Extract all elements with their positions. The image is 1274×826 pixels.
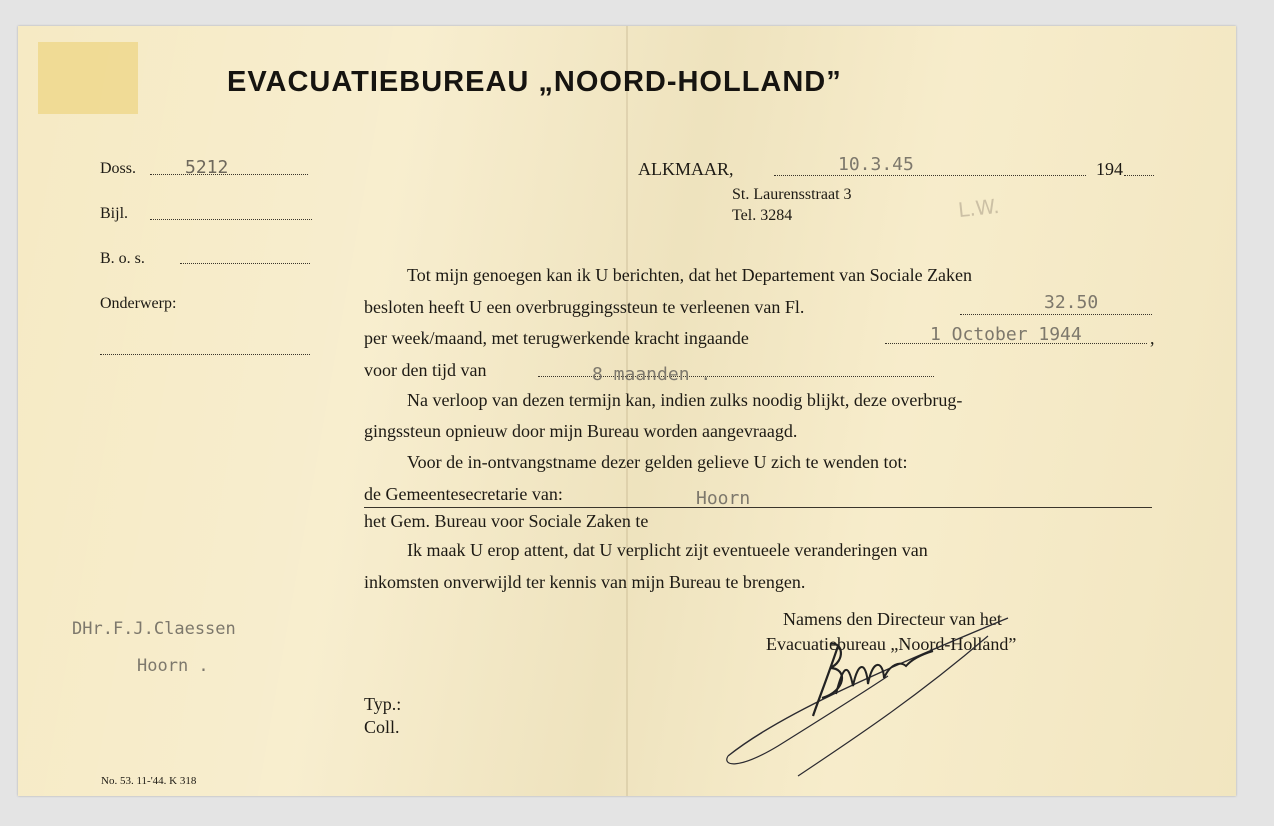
bos-line xyxy=(180,263,310,264)
bos-label: B. o. s. xyxy=(100,250,145,267)
onderwerp-label: Onderwerp: xyxy=(100,295,177,312)
typ-label: Typ.: xyxy=(364,694,402,714)
p3-line3: het Gem. Bureau voor Sociale Zaken te xyxy=(364,511,649,531)
paper-fold xyxy=(626,26,628,796)
comma: , xyxy=(1150,328,1155,348)
coll-label: Coll. xyxy=(364,717,400,737)
closing-line1: Namens den Directeur van het xyxy=(783,609,1002,629)
p2-line2: gingssteun opnieuw door mijn Bureau worden aangevraagd. xyxy=(364,421,798,441)
p1-line2: besloten heeft U een overbruggingssteun te verleenen van Fl. xyxy=(364,297,805,317)
bijl-line xyxy=(150,219,312,220)
amount-line xyxy=(960,314,1152,315)
duration-value: 8 maanden . xyxy=(592,364,712,385)
municipality-value: Hoorn xyxy=(696,488,751,509)
year-line xyxy=(1124,175,1154,176)
city-label: ALKMAAR, xyxy=(638,159,734,179)
p1-line4: voor den tijd van xyxy=(364,360,487,380)
doss-label: Doss. xyxy=(100,160,137,177)
bijl-label: Bijl. xyxy=(100,205,129,222)
municipality-line xyxy=(364,507,1152,508)
p3-line2: de Gemeentesecretarie van: xyxy=(364,484,563,504)
year-prefix: 194 xyxy=(1096,159,1123,179)
start-date-value: 1 October 1944 xyxy=(930,324,1082,345)
addressee-name: DHr.F.J.Claessen xyxy=(72,619,236,639)
date-value: 10.3.45 xyxy=(838,154,914,175)
faint-stamp: L.W. xyxy=(956,193,1001,223)
doss-line xyxy=(150,174,308,175)
signature-image xyxy=(718,606,1018,786)
address: St. Laurensstraat 3 xyxy=(732,186,852,203)
p1-line3: per week/maand, met terugwerkende kracht ingaande xyxy=(364,328,749,348)
amount-value: 32.50 xyxy=(1044,292,1099,313)
doss-value: 5212 xyxy=(185,157,229,178)
letter-paper xyxy=(18,26,1236,796)
addressee-city: Hoorn . xyxy=(137,656,209,676)
closing-line2: Evacuatiebureau „Noord-Holland” xyxy=(766,634,1017,654)
p4-line2: inkomsten onverwijld ter kennis van mijn Bureau te brengen. xyxy=(364,572,806,592)
date-line xyxy=(774,175,1086,176)
form-number: No. 53. 11-'44. K 318 xyxy=(101,775,197,787)
p2-line1: Na verloop van dezen termijn kan, indien zulks noodig blijkt, deze overbrug- xyxy=(407,390,963,410)
p3-line1: Voor de in-ontvangstname dezer gelden gelieve U zich te wenden tot: xyxy=(407,452,908,472)
corner-stamp xyxy=(38,42,138,114)
p1-line1: Tot mijn genoegen kan ik U berichten, dat het Departement van Sociale Zaken xyxy=(407,265,973,285)
onderwerp-line xyxy=(100,354,310,355)
p4-line1: Ik maak U erop attent, dat U verplicht zijt eventueele veranderingen van xyxy=(407,540,928,560)
telephone: Tel. 3284 xyxy=(732,207,793,224)
letterhead-title: EVACUATIEBUREAU „NOORD-HOLLAND” xyxy=(227,66,842,98)
